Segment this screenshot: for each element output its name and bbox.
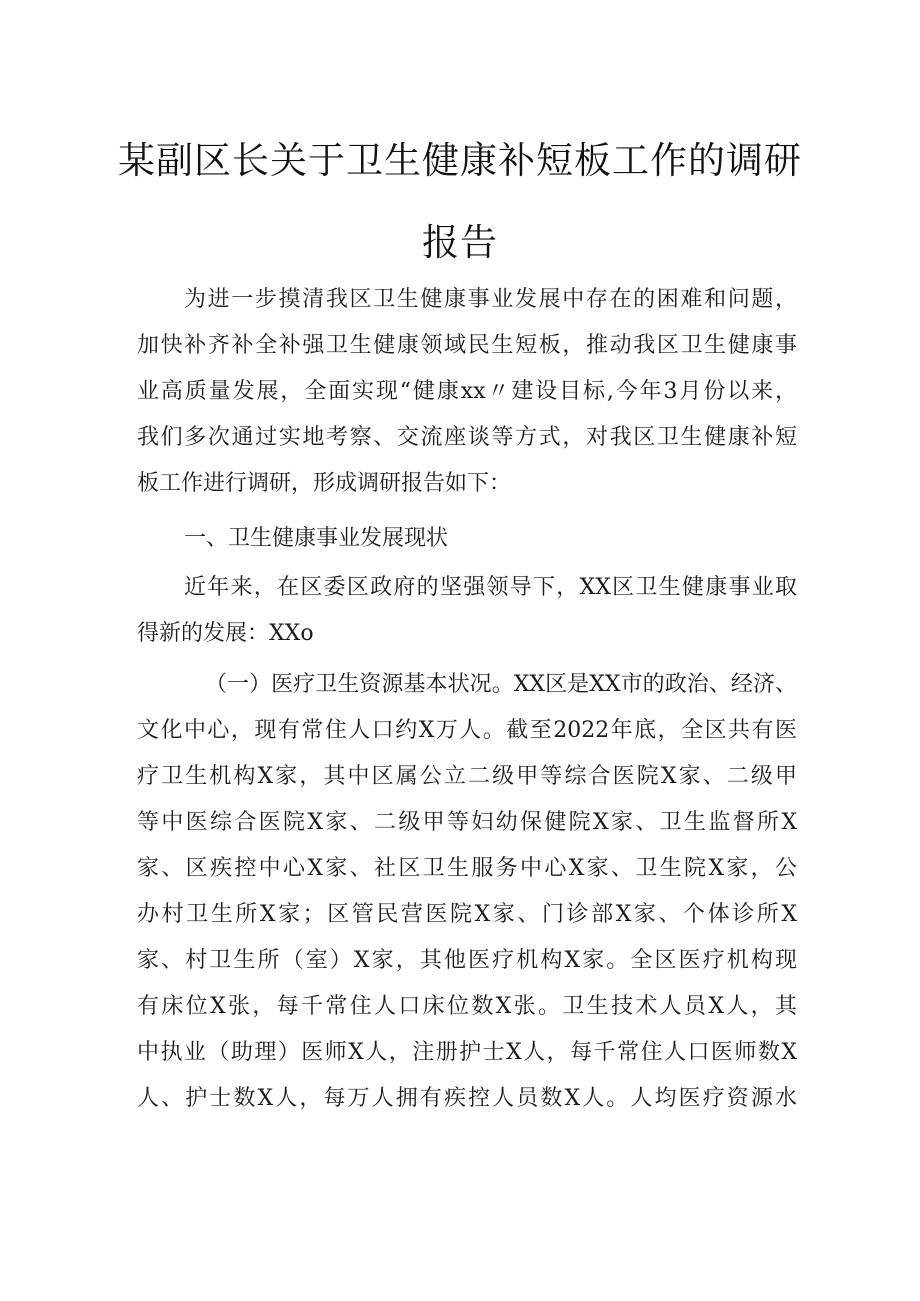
paragraph-line: 业高质量发展，全面实现“健康xx〃建设目标,今年3月份以来，	[137, 379, 797, 404]
paragraph-line: 疗卫生机构X家，其中区属公立二级甲等综合医院X家、二级甲	[137, 764, 797, 789]
paragraph-line: 中执业（助理）医师X人，注册护士X人，每千常住人口医师数X	[137, 1040, 797, 1065]
paragraph-line: 文化中心，现有常住人口约X万人。截至2022年底，全区共有医	[137, 718, 797, 743]
section-heading: 一、卫生健康事业发展现状	[184, 526, 449, 551]
paragraph-line: 等中医综合医院X家、二级甲等妇幼保健院X家、卫生监督所X	[137, 810, 797, 835]
paragraph-line: 加快补齐补全补强卫生健康领域民生短板，推动我区卫生健康事	[137, 333, 797, 358]
paragraph-line: 有床位X张，每千常住人口床位数X张。卫生技术人员X人，其	[137, 994, 797, 1019]
paragraph-line: 板工作进行调研，形成调研报告如下：	[137, 471, 512, 496]
paragraph-line: 我们多次通过实地考察、交流座谈等方式，对我区卫生健康补短	[137, 425, 797, 450]
paragraph-line: 得新的发展：XXo	[137, 621, 314, 646]
paragraph-line: 近年来，在区委区政府的坚强领导下，XX区卫生健康事业取	[184, 575, 797, 600]
paragraph-line: 人、护士数X人，每万人拥有疾控人员数X人。人均医疗资源水	[137, 1086, 797, 1111]
document-title-line-1: 某副区长关于卫生健康补短板工作的调研	[118, 139, 802, 182]
paragraph-line: 为进一步摸清我区卫生健康事业发展中存在的困难和问题，	[184, 287, 797, 312]
paragraph-line: 家、区疾控中心X家、社区卫生服务中心X家、卫生院X家，公	[137, 856, 797, 881]
paragraph-line: 家、村卫生所（室）X家，其他医疗机构X家。全区医疗机构现	[137, 948, 797, 973]
paragraph-line: 办村卫生所X家；区管民营医院X家、门诊部X家、个体诊所X	[137, 902, 797, 927]
document-title-line-2: 报告	[422, 221, 498, 264]
paragraph-line: （一）医疗卫生资源基本状况。XX区是XX市的政治、经济、	[205, 672, 797, 697]
